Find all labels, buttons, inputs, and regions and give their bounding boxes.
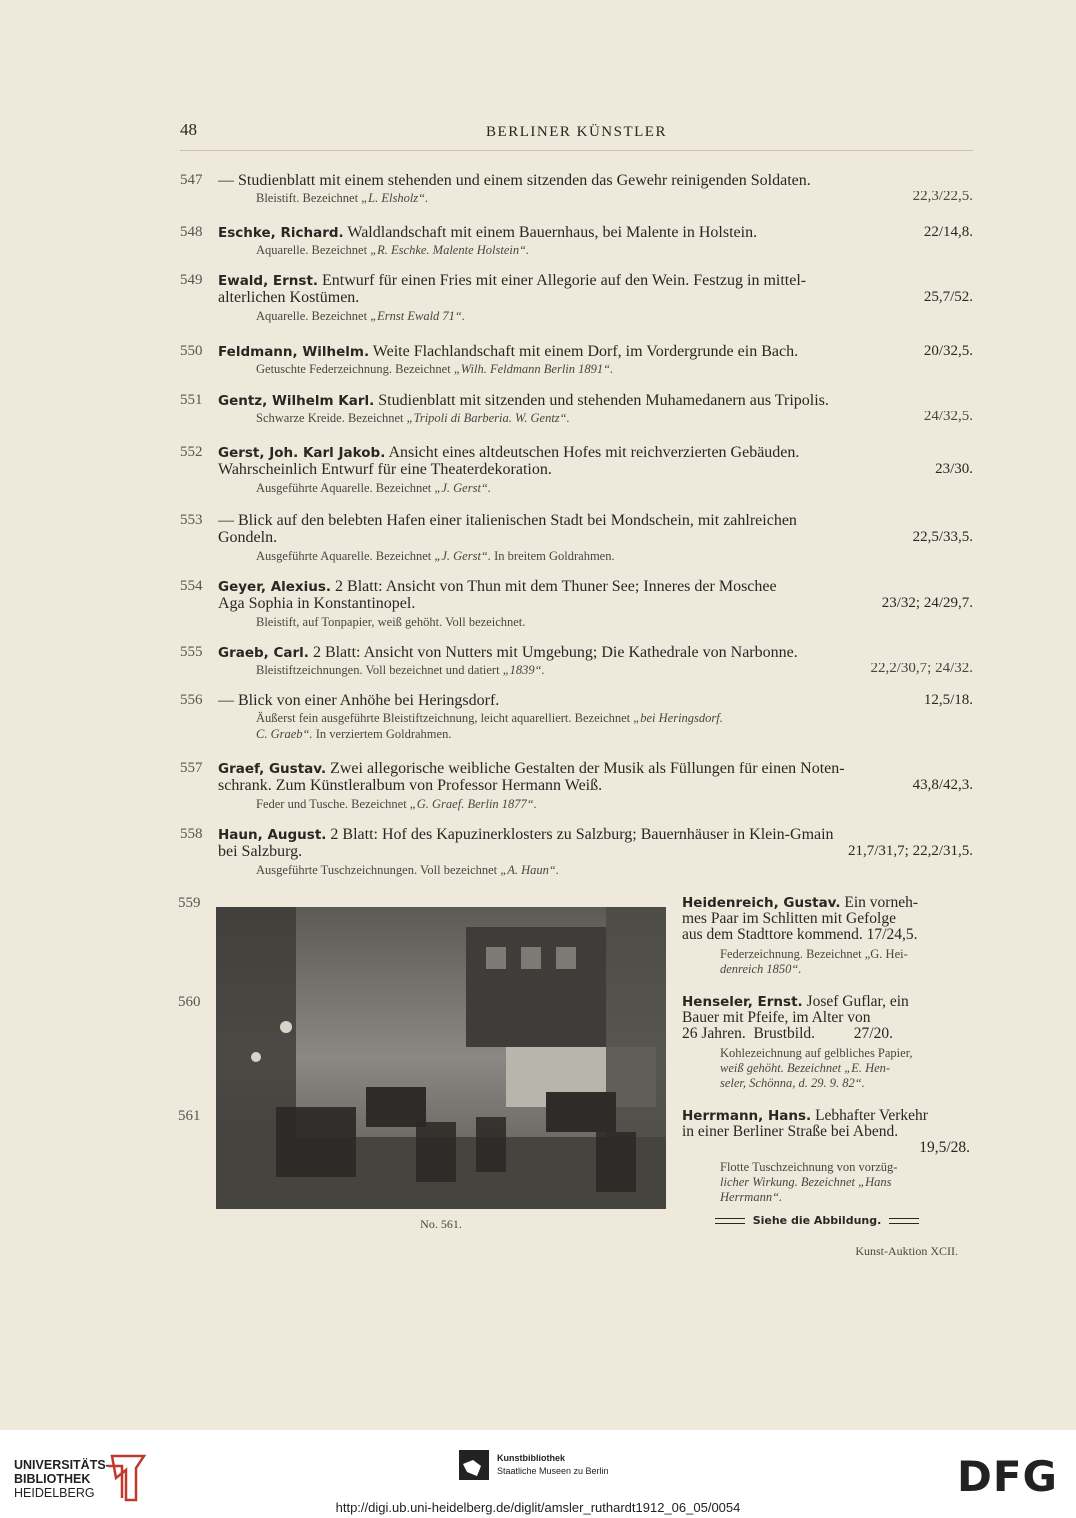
entry-line-2 bbox=[218, 595, 973, 613]
entry-number: 548 bbox=[180, 224, 203, 240]
ub-line-1: UNIVERSITÄTS- bbox=[14, 1458, 110, 1472]
entry-number: 554 bbox=[180, 578, 203, 594]
side-entry-line: mes Paar im Schlitten mit Gefolge bbox=[682, 911, 896, 927]
note-text: Schwarze Kreide. Bezeichnet bbox=[256, 411, 407, 425]
entry-line bbox=[218, 172, 973, 190]
note-signature: „A. Haun“. bbox=[500, 863, 559, 877]
note-text: In breitem Goldrahmen. bbox=[491, 549, 615, 563]
entry-size: 25,7/52. bbox=[918, 289, 973, 306]
note-signature: „Tripoli di Barberia. W. Gentz“. bbox=[406, 411, 570, 425]
illustration-caption: No. 561. bbox=[420, 1217, 462, 1231]
entry-text-2: Gondeln. bbox=[218, 529, 278, 546]
side-entry-line: 26 Jahren. Brustbild. 27/20. bbox=[682, 1026, 893, 1042]
side-entry bbox=[682, 994, 970, 1091]
entry-line bbox=[218, 826, 973, 844]
ub-mark-icon bbox=[106, 1452, 150, 1504]
side-entry-note: Kohlezeichnung auf gelbliches Papier, bbox=[720, 1046, 913, 1060]
entry-text: 2 Blatt: Ansicht von Thun mit dem Thuner See; Inneres der Moschee bbox=[331, 578, 777, 595]
entry-text: — Blick auf den belebten Hafen einer italienischen Stadt bei Mondschein, mit zahlreichen bbox=[218, 512, 797, 529]
side-entry-line: 19,5/28. bbox=[919, 1140, 970, 1156]
artist-name: Haun, August. bbox=[218, 827, 327, 843]
entry-text: — Studienblatt mit einem stehenden und einem sitzenden das Gewehr reinigenden Soldaten. bbox=[218, 172, 811, 189]
entry-number: 547 bbox=[180, 172, 203, 188]
permalink-url[interactable]: http://digi.ub.uni-heidelberg.de/diglit/amsler_ruthardt1912_06_05/0054 bbox=[335, 1500, 741, 1515]
entry-text-2: alterlichen Kostümen. bbox=[218, 289, 360, 306]
artist-name: Eschke, Richard. bbox=[218, 225, 344, 241]
illustration-street-scene bbox=[216, 907, 666, 1209]
side-entry-number: 560 bbox=[178, 994, 201, 1010]
entry-line bbox=[218, 760, 973, 778]
side-entry bbox=[682, 1108, 970, 1205]
entry-number: 556 bbox=[180, 692, 203, 708]
entry-note bbox=[256, 309, 973, 324]
entry-text: Zwei allegorische weibliche Gestalten der Musik als Füllungen für einen Noten- bbox=[326, 760, 845, 777]
note-signature: „G. Graef. Berlin 1877“. bbox=[409, 797, 537, 811]
entry-size: 23/30. bbox=[929, 461, 973, 478]
entry-size: 23/32; 24/29,7. bbox=[876, 595, 973, 612]
kunstbibliothek-icon bbox=[459, 1450, 489, 1480]
entry-note bbox=[256, 243, 973, 258]
note-signature: „J. Gerst“. bbox=[434, 549, 492, 563]
page-title: BERLINER KÜNSTLER bbox=[486, 124, 667, 140]
artist-name: Feldmann, Wilhelm. bbox=[218, 344, 370, 360]
note-text: Ausgeführte Tuschzeichnungen. Voll bezeichnet bbox=[256, 863, 501, 877]
entry-line-2 bbox=[218, 461, 973, 479]
ub-line-3: HEIDELBERG bbox=[14, 1486, 95, 1500]
note-signature: „bei Heringsdorf. bbox=[633, 711, 723, 725]
note-text: Bleistiftzeichnungen. Voll bezeichnet und datiert bbox=[256, 663, 503, 677]
side-entry-line bbox=[682, 994, 970, 1010]
entry-line bbox=[218, 512, 973, 530]
footer bbox=[0, 1430, 1076, 1518]
entry-line bbox=[218, 444, 973, 462]
entry-number: 557 bbox=[180, 760, 203, 776]
entry-number: 552 bbox=[180, 444, 203, 460]
artist-name: Henseler, Ernst. bbox=[682, 994, 803, 1010]
entry-note-2 bbox=[256, 727, 973, 742]
entry-note bbox=[256, 549, 973, 564]
note-text: Aquarelle. Bezeichnet bbox=[256, 309, 371, 323]
side-entry-note: Herrmann“. bbox=[720, 1190, 783, 1204]
artist-name: Geyer, Alexius. bbox=[218, 579, 332, 595]
entry-line bbox=[218, 644, 973, 662]
note-text: Getuschte Federzeichnung. Bezeichnet bbox=[256, 362, 454, 376]
entry-line bbox=[218, 692, 973, 710]
entry-text-2: schrank. Zum Künstleralbum von Professor Hermann Weiß. bbox=[218, 777, 603, 794]
entry-size: 22/14,8. bbox=[918, 224, 973, 241]
side-entry-line: Bauer mit Pfeife, im Alter von bbox=[682, 1010, 871, 1026]
side-entry-number: 561 bbox=[178, 1108, 201, 1124]
page-header bbox=[180, 120, 973, 151]
note-signature: „L. Elsholz“. bbox=[361, 191, 429, 205]
artist-name: Ewald, Ernst. bbox=[218, 273, 319, 289]
note-text: Bleistift, auf Tonpapier, weiß gehöht. Voll bezeichnet. bbox=[256, 615, 526, 629]
entry-text: 2 Blatt: Hof des Kapuzinerklosters zu Salzburg; Bauernhäuser in Klein-Gmain bbox=[326, 826, 834, 843]
entry-size: 22,5/33,5. bbox=[907, 529, 973, 546]
side-entry-line: in einer Berliner Straße bei Abend. bbox=[682, 1124, 899, 1140]
side-entry-text: Lebhafter Verkehr bbox=[811, 1108, 928, 1124]
entry-line-2 bbox=[218, 777, 973, 795]
side-entry-note: Flotte Tuschzeichnung von vorzüg- bbox=[720, 1160, 898, 1174]
kunstbibliothek-logo[interactable] bbox=[459, 1450, 639, 1486]
side-entry-line bbox=[682, 895, 970, 911]
entry-number: 553 bbox=[180, 512, 203, 528]
entry-number: 555 bbox=[180, 644, 203, 660]
entry-line-2 bbox=[218, 289, 973, 307]
entry-note bbox=[256, 481, 973, 496]
street-scene-image bbox=[216, 907, 666, 1209]
artist-name: Graef, Gustav. bbox=[218, 761, 327, 777]
note-text: Bleistift. Bezeichnet bbox=[256, 191, 362, 205]
signature-mark: Kunst-Auktion XCII. bbox=[855, 1244, 958, 1258]
note-text: Ausgeführte Aquarelle. Bezeichnet bbox=[256, 549, 435, 563]
entry-text: Waldlandschaft mit einem Bauernhaus, bei Malente in Holstein. bbox=[343, 224, 758, 241]
entry-note bbox=[256, 411, 973, 426]
entry-line bbox=[218, 392, 973, 410]
entry-line bbox=[218, 224, 973, 242]
entry-number: 549 bbox=[180, 272, 203, 288]
entry-size: 22,3/22,5. bbox=[907, 191, 973, 204]
entry-note bbox=[256, 615, 973, 630]
side-entry-number: 559 bbox=[178, 895, 201, 911]
entry-number: 558 bbox=[180, 826, 203, 842]
entry-text: Ansicht eines altdeutschen Hofes mit reichverzierten Gebäuden. bbox=[385, 444, 800, 461]
entry-note bbox=[256, 663, 973, 678]
note-signature: „R. Eschke. Malente Holstein“. bbox=[370, 243, 530, 257]
note-signature: „1839“. bbox=[502, 663, 545, 677]
entry-line-2 bbox=[218, 529, 973, 547]
entry-note bbox=[256, 797, 973, 812]
entry-line-2 bbox=[218, 843, 973, 861]
entry-text: — Blick von einer Anhöhe bei Heringsdorf. bbox=[218, 692, 500, 709]
entry-line bbox=[218, 343, 973, 361]
entry-text-2: Wahrscheinlich Entwurf für eine Theaterdekoration. bbox=[218, 461, 552, 478]
side-entry-note: licher Wirkung. Bezeichnet „Hans bbox=[720, 1175, 892, 1189]
entry-note bbox=[256, 863, 973, 878]
note-signature: „Ernst Ewald 71“. bbox=[370, 309, 465, 323]
entry-number: 550 bbox=[180, 343, 203, 359]
ub-heidelberg-logo[interactable] bbox=[14, 1452, 164, 1504]
side-entry-line bbox=[682, 1108, 970, 1124]
dfg-logo[interactable]: DFG bbox=[957, 1452, 1059, 1501]
kb-line-2: Staatliche Museen zu Berlin bbox=[497, 1466, 609, 1476]
page-number: 48 bbox=[180, 120, 197, 139]
side-entry-note: denreich 1850“. bbox=[720, 962, 802, 976]
entry-size: 24/32,5. bbox=[918, 411, 973, 424]
entry-text: Studienblatt mit sitzenden und stehenden Muhamedanern aus Tripolis. bbox=[374, 392, 829, 409]
note-signature: „Wilh. Feldmann Berlin 1891“. bbox=[453, 362, 614, 376]
entry-size: 12,5/18. bbox=[918, 692, 973, 709]
note-text: Äußerst fein ausgeführte Bleistiftzeichnung, leicht aquarelliert. Bezeichnet bbox=[256, 711, 634, 725]
entry-note bbox=[256, 362, 973, 377]
entry-size: 20/32,5. bbox=[918, 343, 973, 360]
entry-text: Weite Flachlandschaft mit einem Dorf, im Vordergrunde ein Bach. bbox=[369, 343, 799, 360]
note-text: Feder und Tusche. Bezeichnet bbox=[256, 797, 410, 811]
artist-name: Gentz, Wilhelm Karl. bbox=[218, 393, 375, 409]
entry-text: Entwurf für einen Fries mit einer Allegorie auf den Wein. Festzug in mittel- bbox=[318, 272, 807, 289]
artist-name: Graeb, Carl. bbox=[218, 645, 309, 661]
artist-name: Herrmann, Hans. bbox=[682, 1108, 812, 1124]
entry-text-2: bei Salzburg. bbox=[218, 843, 303, 860]
note-signature: „J. Gerst“. bbox=[434, 481, 492, 495]
entry-size: 43,8/42,3. bbox=[907, 777, 973, 794]
entry-text-2: Aga Sophia in Konstantinopel. bbox=[218, 595, 416, 612]
side-entry-text: Ein vorneh- bbox=[840, 895, 918, 911]
side-entry-text: Josef Guflar, ein bbox=[802, 994, 909, 1010]
artist-name: Heidenreich, Gustav. bbox=[682, 895, 841, 911]
artist-name: Gerst, Joh. Karl Jakob. bbox=[218, 445, 386, 461]
note-text: Aquarelle. Bezeichnet bbox=[256, 243, 371, 257]
entry-text: 2 Blatt: Ansicht von Nutters mit Umgebung; Die Kathedrale von Narbonne. bbox=[308, 644, 798, 661]
side-entry-line: aus dem Stadttore kommend. 17/24,5. bbox=[682, 927, 918, 943]
entry-size: 22,2/30,7; 24/32. bbox=[864, 663, 973, 676]
entry-size: 21,7/31,7; 22,2/31,5. bbox=[842, 843, 973, 860]
entry-number: 551 bbox=[180, 392, 203, 408]
ub-line-2: BIBLIOTHEK bbox=[14, 1472, 91, 1486]
side-entry-note: Federzeichnung. Bezeichnet „G. Hei- bbox=[720, 947, 908, 961]
note-text: Ausgeführte Aquarelle. Bezeichnet bbox=[256, 481, 435, 495]
entry-note bbox=[256, 711, 973, 726]
side-entry bbox=[682, 895, 970, 977]
note-signature: C. Graeb“. bbox=[256, 727, 313, 741]
side-entry-note: seler, Schönna, d. 29. 9. 82“. bbox=[720, 1076, 865, 1090]
entry-note bbox=[256, 191, 973, 206]
entry-line bbox=[218, 272, 973, 290]
note-text: In verziertem Goldrahmen. bbox=[312, 727, 452, 741]
entry-line bbox=[218, 578, 973, 596]
kb-line-1: Kunstbibliothek bbox=[497, 1453, 565, 1463]
side-entry-note: weiß gehöht. Bezeichnet „E. Hen- bbox=[720, 1061, 891, 1075]
see-figure-note: Siehe die Abbildung. bbox=[705, 1214, 929, 1227]
